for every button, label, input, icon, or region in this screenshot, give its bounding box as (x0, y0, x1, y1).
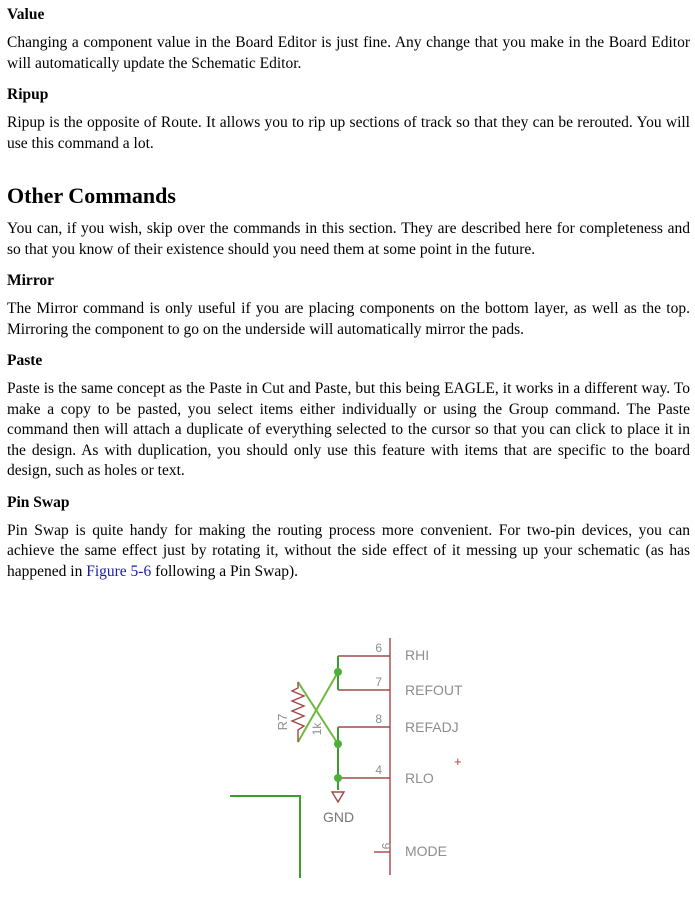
pin-label: MODE (405, 843, 447, 859)
paragraph-pin-swap (7, 521, 690, 583)
pin-number: 9 (379, 842, 393, 850)
pin-number: 6 (375, 641, 382, 655)
paragraph-ripup: Ripup is the opposite of Route. It allows you to rip up sections of track so that they can be rerouted. You will use this command a lot. (7, 114, 690, 152)
paragraph-other-commands: You can, if you wish, skip over the commands in this section. They are described here for completeness and so that you know of their existence should you need them at some point in the future. (7, 220, 690, 258)
paragraph-mirror: The Mirror command is only useful if you are placing components on the bottom layer, as well as the top. Mirroring the component to go on the underside will automatically mirror the pads. (7, 300, 690, 338)
junction-dot (334, 740, 342, 748)
schematic-figure (0, 628, 695, 900)
resistor-name-label: R7 (275, 713, 290, 731)
plus-sign: + (454, 754, 462, 769)
pin-number: 8 (375, 712, 382, 726)
board-outline (230, 796, 300, 878)
pin-label: REFOUT (405, 682, 463, 698)
pin-swap-text-before: Pin Swap is quite handy for making the routing process more convenient. For two-pin devices, you can achieve the same effect just by rotating it, without the side effect of it messing up your schematic (as has happened in (7, 521, 690, 580)
pin-number: 7 (375, 675, 382, 689)
junction-dot (334, 668, 342, 676)
ground-label: GND (323, 809, 355, 825)
pin-label: RLO (405, 770, 434, 786)
resistor-value-label: 1k (310, 722, 324, 736)
paragraph-paste: Paste is the same concept as the Paste in Cut and Paste, but this being EAGLE, it works in a different way. To make a copy to be pasted, you select items either individually or using the Group command. The Paste command then will attach a duplicate of everything selected to the cursor so that you can click to place it in the design. As with duplication, you should only use this feature with items that are specific to the board design, such as holes or text. (7, 380, 690, 479)
junction-dot (334, 774, 342, 782)
pin-swap-text-after: following a Pin Swap). (151, 562, 299, 580)
section-heading-paste: Paste (7, 352, 43, 369)
ground-symbol (332, 792, 344, 802)
pin-number: 4 (375, 763, 382, 777)
chapter-heading-other-commands: Other Commands (7, 183, 176, 208)
paragraph-value: Changing a component value in the Board Editor is just fine. Any change that you make in the Board Editor will automatically update the Schematic Editor. (7, 34, 690, 72)
section-heading-value: Value (7, 6, 45, 23)
document-page (7, 5, 690, 582)
pin-label: REFADJ (405, 719, 459, 735)
section-heading-mirror: Mirror (7, 272, 55, 289)
section-heading-pin-swap: Pin Swap (7, 493, 70, 511)
pin-label: RHI (405, 647, 430, 663)
section-heading-ripup: Ripup (7, 86, 49, 103)
figure-link[interactable]: Figure 5-6 (86, 562, 152, 580)
